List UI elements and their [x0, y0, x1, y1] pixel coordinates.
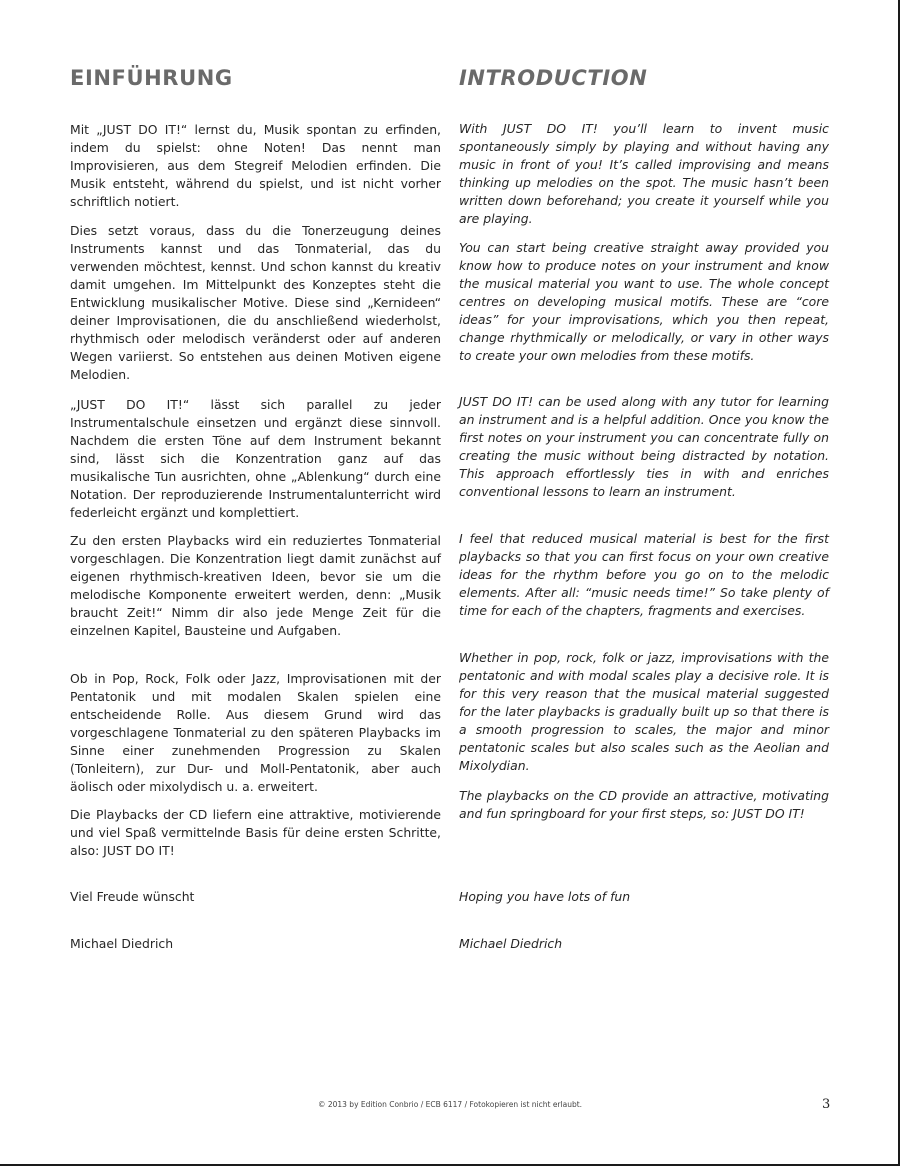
- german-paragraph-1: Mit „JUST DO IT!“ lernst du, Musik spontan zu erfinden, indem du spielst: ohne Noten! Das nennt man Improvisieren, aus dem Stegreif Melodien erfinden. Die Musik entsteht, während du spielst, und ist nicht vorher schriftlich notiert.: [70, 122, 441, 209]
- german-paragraph-2: Dies setzt voraus, dass du die Tonerzeugung deines Instruments kannst und das Tonmaterial, das du verwenden möchtest, kennst. Und schon kannst du kreativ damit umgehen. Im Mittelpunkt des Konzeptes steht die Entwicklung musikalischer Motive. Diese sind „Kernideen“ deiner Improvisationen, die du anschließend wiederholst, rhythmisch oder melodisch veränderst oder auf anderen Wegen variierst. So entstehen aus deinen Motiven eigene Melodien.: [70, 223, 441, 382]
- german-closing: Viel Freude wünscht: [70, 889, 195, 904]
- english-author: Michael Diedrich: [459, 936, 563, 951]
- english-paragraph-1: With JUST DO IT! you’ll learn to invent music spontaneously simply by playing and without having any music in front of you! It’s called improvising and means thinking up melodies on the spot. The music hasn’t been written down beforehand; you create it yourself while you are playing.: [459, 121, 829, 226]
- english-paragraph-3: JUST DO IT! can be used along with any tutor for learning an instrument and is a helpful addition. Once you know the first notes on your instrument you can concentrate fully on creating the music without being distracted by notation. This approach effortlessly ties in with and enriches conventional lessons to learn an instrument.: [459, 394, 829, 499]
- german-paragraph-5: Ob in Pop, Rock, Folk oder Jazz, Improvisationen mit der Pentatonik und mit modalen Skalen spielen eine entscheidende Rolle. Aus diesem Grund wird das vorgeschlagene Tonmaterial zu den späteren Playbacks im Sinne einer zunehmenden Progression zu Skalen (Tonleitern), zur Dur- und Moll-Pentatonik, aber auch äolisch oder mixolydisch u. a. erweitert.: [70, 671, 441, 794]
- page-number: 3: [822, 1097, 831, 1112]
- german-paragraph-3: „JUST DO IT!“ lässt sich parallel zu jeder Instrumentalschule einsetzen und ergänzt diese sinnvoll. Nachdem die ersten Töne auf dem Instrument bekannt sind, lässt sich die Konzentration ganz auf das musikalische Tun ausrichten, ohne „Ablenkung“ durch eine Notation. Der reproduzierende Instrumentalunterricht wird federleicht ergänzt und komplettiert.: [70, 397, 441, 520]
- footer-copyright: © 2013 by Edition Conbrio / ECB 6117 / Fotokopieren ist nicht erlaubt.: [317, 1100, 583, 1109]
- english-paragraph-4: I feel that reduced musical material is best for the first playbacks so that you can first focus on your own creative ideas for the rhythm before you go on to the melodic elements. After all: “music needs time!” So take plenty of time for each of the chapters, fragments and exercises.: [459, 531, 829, 618]
- english-paragraph-5: Whether in pop, rock, folk or jazz, improvisations with the pentatonic and with modal scales play a decisive role. It is for this very reason that the musical material suggested for the later playbacks is gradually built up so that there is a smooth progression to scales, the major and minor pentatonic scales but also scales such as the Aeolian and Mixolydian.: [459, 650, 829, 773]
- german-heading: EINFÜHRUNG: [70, 66, 233, 90]
- english-heading: INTRODUCTION: [459, 66, 648, 90]
- english-paragraph-6: The playbacks on the CD provide an attractive, motivating and fun springboard for your first steps, so: JUST DO IT!: [459, 788, 829, 821]
- english-paragraph-2: You can start being creative straight away provided you know how to produce notes on your instrument and know the musical material you want to use. The whole concept centres on developing musical motifs. These are “core ideas” for your improvisations, which you then repeat, change rhythmically or melodically, or vary in other ways to create your own melodies from these motifs.: [459, 240, 829, 363]
- german-author: Michael Diedrich: [70, 936, 174, 951]
- english-closing: Hoping you have lots of fun: [459, 889, 631, 904]
- german-paragraph-4: Zu den ersten Playbacks wird ein reduziertes Tonmaterial vorgeschlagen. Die Konzentration liegt damit zunächst auf eigenen rhythmisch-kreativen Ideen, bevor sie um die melodische Komponente erweitert werden, denn: „Musik braucht Zeit!“ Nimm dir also jede Menge Zeit für die einzelnen Kapitel, Bausteine und Aufgaben.: [70, 533, 441, 638]
- german-paragraph-6: Die Playbacks der CD liefern eine attraktive, motivierende und viel Spaß vermittelnde Basis für deine ersten Schritte, also: JUST DO IT!: [70, 807, 441, 858]
